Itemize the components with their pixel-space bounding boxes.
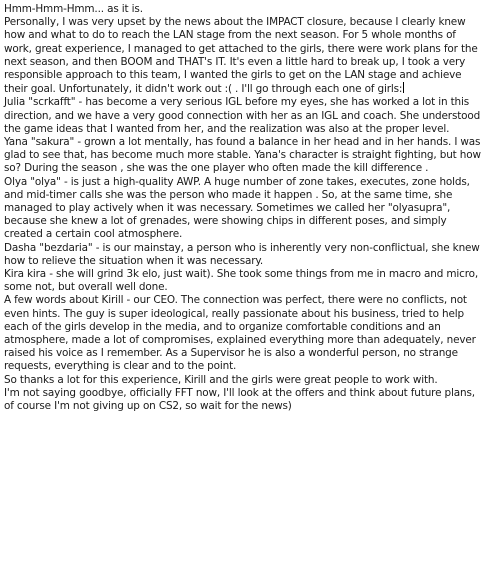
post-line-scrkafft: Julia "scrkafft" - has become a very serious IGL before my eyes, she has worked a lot in this direction, and we have a very good connection with her as an IGL and coach. She understood the game ideas that I wanted from her, and the realization was also at the proper level. [4, 96, 481, 135]
post-line-closure-text: Personally, I was very upset by the news about the IMPACT closure, because I clearly knew how and what to do to reach the LAN stage from the next season. For 5 whole months of work, great experience, I managed to get attached to the girls, there were work plans for the next season, and then BOOM and THAT's IT. It's even a little hard to break up, I took a very responsible approach to this team, I wanted the girls to get on the LAN stage and achieve their goal. Unfortunately, it didn't work out :( . I'll go through each one of girls: [4, 16, 478, 96]
post-line-closure [4, 16, 482, 96]
post-line-goodbye: I'm not saying goodbye, officially FFT now, I'll look at the offers and think about future plans, of course I'm not giving up on CS2, so wait for the news) [4, 386, 475, 413]
post-line-sakura: Yana "sakura" - grown a lot mentally, has found a balance in her head and in her hands. I was glad to see that, has become much more stable. Yana's character is straight fighting, but how so? During the season , she was the one player who often made the kill difference . [4, 136, 481, 175]
post-line-bezdaria: Dasha "bezdaria" - is our mainstay, a person who is inherently very non-conflictual, she knew how to relieve the situation when it was necessary. [4, 241, 480, 267]
post-line-kira: Kira kira - she will grind 3k elo, just wait). She took some things from me in macro and micro, some not, but overall well done. [4, 268, 479, 294]
text-cursor [403, 82, 404, 93]
post-line-olya: Olya "olya" - is just a high-quality AWP. A huge number of zone takes, executes, zone holds, and mid-timer calls she was the person who made it happen . So, at the same time, she managed to play actively when it was necessary. Sometimes we called her "olyasupra", because she knew a lot of grenades, were showing chips in different poses, and simply created a certain cool atmosphere. [4, 175, 470, 241]
post-line-kirill: A few words about Kirill - our CEO. The connection was perfect, there were no conflicts, not even hints. The guy is super ideological, really passionate about his business, tried to help each of the girls develop in the media, and to organize comfortable conditions and an atmosphere, made a lot of compromises, explained everything more than adequately, never raised his voice as I remember. As a Supervisor he is also a wonderful person, no strange requests, everything is clear and to the point. [4, 294, 476, 373]
post-line-intro: Hmm-Hmm-Hmm... as it is. [4, 3, 143, 15]
post-line-thanks: So thanks a lot for this experience, Kirill and the girls were great people to work with. [4, 373, 438, 386]
